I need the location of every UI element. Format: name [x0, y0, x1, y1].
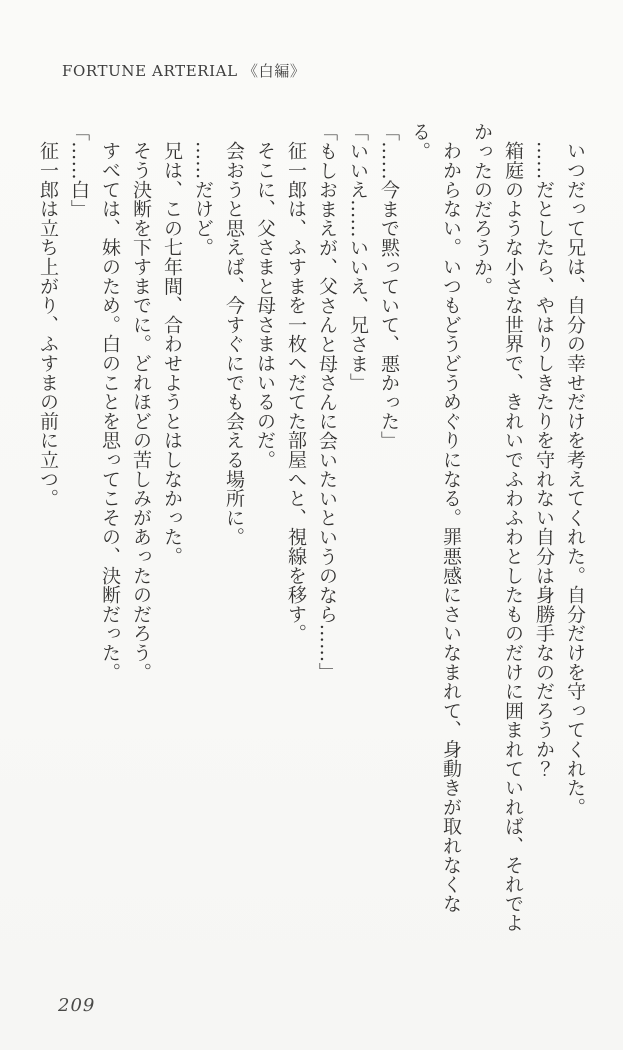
paragraph: 「もしおまえが、父さんと母さんに会いたいというのなら……」 [316, 122, 338, 682]
paragraph: 征一郎は、ふすまを一枚へだてた部屋へと、視線を移す。 [285, 141, 307, 643]
paragraph: ……だとしたら、やはりしきたりを守れない自分は身勝手なのだろうか？ [533, 141, 555, 778]
paragraph: 征一郎は立ち上がり、ふすまの前に立つ。 [37, 141, 59, 508]
paragraph: わからない。いつもどうどうめぐりになる。罪悪感にさいなまれて、身動きが取れなくなる。 [409, 122, 462, 913]
paragraph: 「いいえ……いいえ、兄さま」 [347, 122, 369, 393]
paragraph: 兄は、この七年間、合わせようとはしなかった。 [161, 141, 183, 566]
paragraph: 会おうと思えば、今すぐにでも会える場所に。 [223, 141, 245, 547]
paragraph: ……だけど。 [192, 141, 214, 257]
paragraph: いつだって兄は、自分の幸せだけを考えてくれた。自分だけを守ってくれた。 [564, 141, 586, 817]
paragraph: 「……白」 [68, 122, 90, 219]
paragraph: そこに、父さまと母さまはいるのだ。 [254, 141, 276, 470]
running-header: FORTUNE ARTERIAL 《白編》 [62, 62, 306, 80]
paragraph: そう決断を下すまでに。どれほどの苦しみがあったのだろう。 [130, 141, 152, 682]
body-text [37, 122, 590, 950]
paragraph: すべては、妹のため。白のことを思ってこその、決断だった。 [99, 141, 121, 682]
page-number: 209 [58, 995, 96, 1016]
paragraph: 「……今まで黙っていて、悪かった」 [378, 122, 400, 451]
paragraph: 箱庭のような小さな世界で、きれいでふわふわとしたものだけに囲まれていれば、それでよかったのだろうか。 [471, 122, 524, 933]
